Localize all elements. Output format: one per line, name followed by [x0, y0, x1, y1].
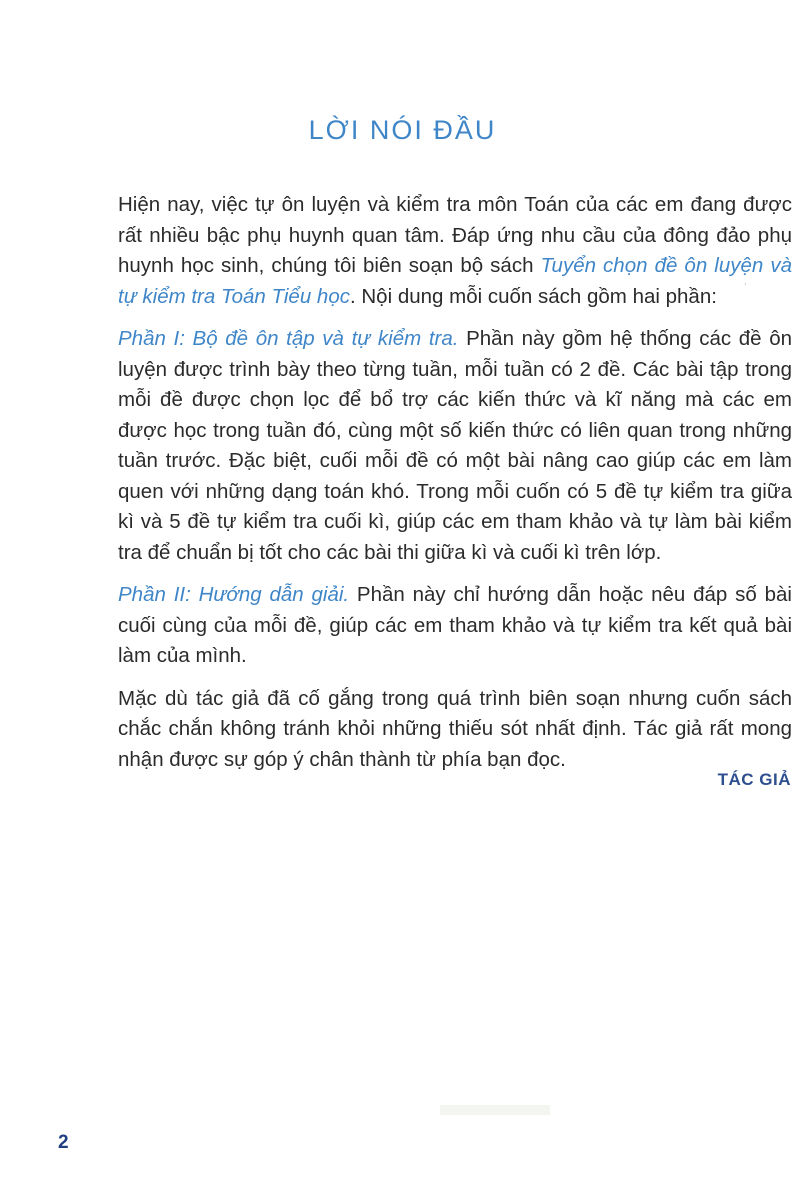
- closing-paragraph: Mặc dù tác giả đã cố gắng trong quá trình biên soạn nhưng cuốn sách chắc chắn không tránh khỏi những thiếu sót nhất định. Tác giả rất mong nhận được sự góp ý chân thành từ phía bạn đọc.: [118, 686, 792, 771]
- part1-heading: Phần I: Bộ đề ôn tập và tự kiểm tra.: [118, 327, 459, 350]
- page-title: LỜI NÓI ĐẦU: [308, 115, 497, 145]
- intro-text-before: Hiện nay, việc tự ôn luyện và kiểm tra môn Toán của các em đang được rất nhiều bậc phụ huynh quan tâm. Đáp ứng nhu cầu của đông đảo phụ huynh học sinh, chúng tôi biên soạn bộ sách: [118, 193, 792, 277]
- intro-paragraph: [102, 190, 792, 312]
- faint-watermark: [440, 1105, 550, 1115]
- part1-paragraph: [102, 324, 792, 568]
- book-series-title: Tuyển chọn đề ôn luyện và tự kiểm tra Toán Tiểu học: [118, 254, 792, 308]
- body-text: [102, 190, 792, 787]
- intro-text-after: . Nội dung mỗi cuốn sách gồm hai phần:: [349, 284, 717, 308]
- margin-mark: ʼ: [744, 282, 747, 294]
- part1-text: Phần này gồm hệ thống các đề ôn luyện được trình bày theo từng tuần, mỗi tuần có 2 đề. Các bài tập trong mỗi đề được chọn lọc để bổ trợ các kiến thức và kĩ năng mà các em được học trong tuần đó, cùng một số kiến thức có liên quan trong những tuần trước. Đặc biệt, cuối mỗi đề có một bài nâng cao giúp các em làm quen với những dạng toán khó. Trong mỗi cuốn có 5 đề tự kiểm tra giữa kì và 5 đề tự kiểm tra cuối kì, giúp các em tham khảo và tự làm bài kiểm tra để chuẩn bị tốt cho các bài thi giữa kì và cuối kì trên lớp.: [118, 327, 792, 564]
- author-signature: TÁC GIẢ: [717, 770, 791, 789]
- part2-text: Phần này chỉ hướng dẫn hoặc nêu đáp số bài cuối cùng của mỗi đề, giúp các em tham khảo và tự kiểm tra kết quả bài làm của mình.: [118, 583, 792, 667]
- part2-paragraph: [102, 580, 792, 672]
- page-number: 2: [58, 1132, 69, 1153]
- part2-heading: Phần II: Hướng dẫn giải.: [118, 583, 350, 606]
